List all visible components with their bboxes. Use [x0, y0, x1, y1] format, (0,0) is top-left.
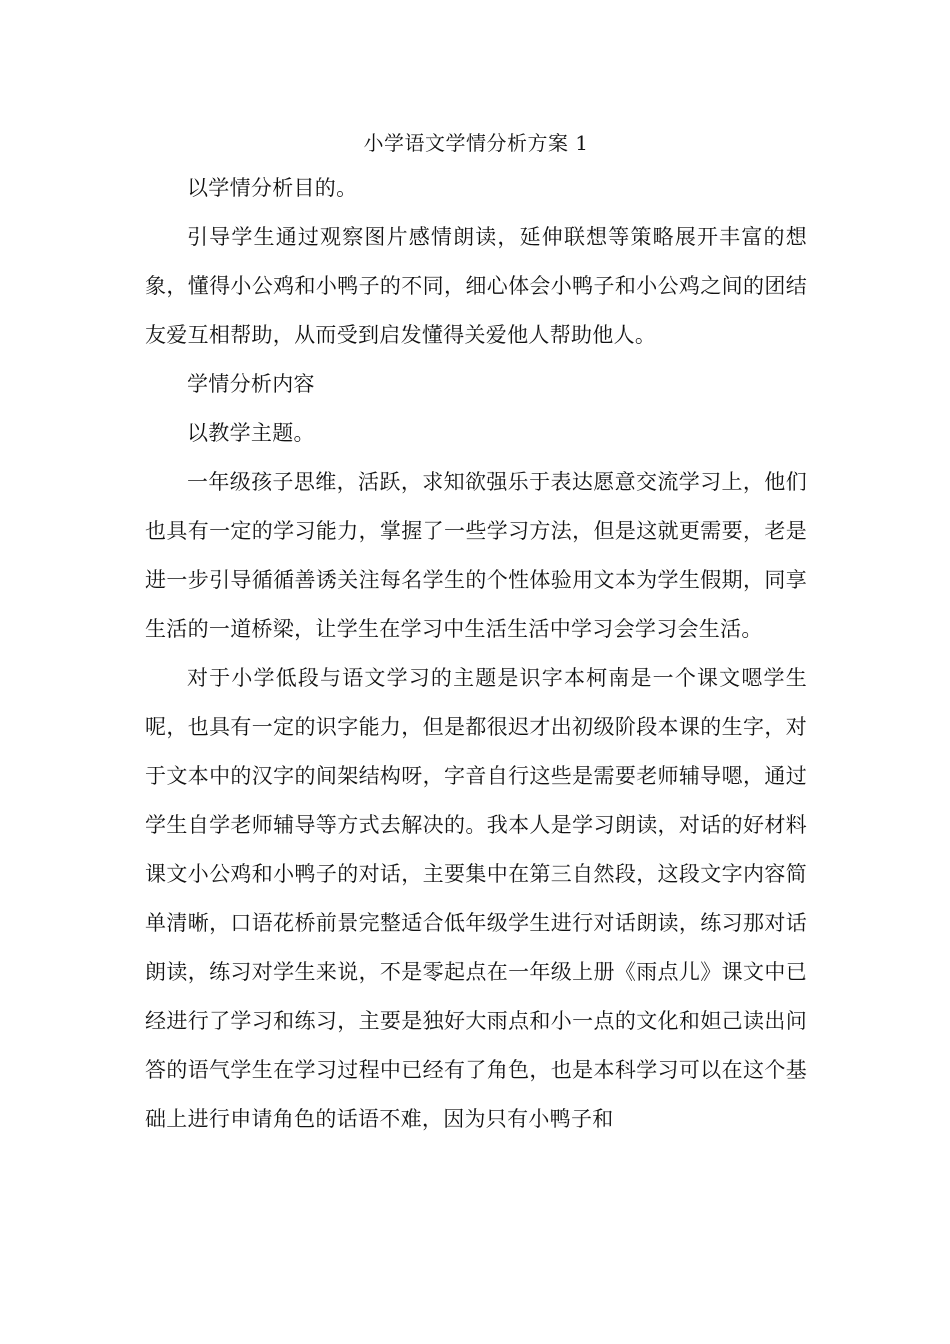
- document-title: 小学语文学情分析方案 1: [363, 131, 589, 155]
- paragraph-content-heading: 学情分析内容: [187, 372, 315, 396]
- document-body: [145, 124, 807, 1144]
- paragraph-theme-heading: 以教学主题。: [187, 421, 315, 445]
- paragraph-purpose-heading: 以学情分析目的。: [187, 176, 358, 200]
- paragraph-purpose-body: 引导学生通过观察图片感情朗读，延伸联想等策略展开丰富的想象，懂得小公鸡和小鸭子的不同，细心体会小鸭子和小公鸡之间的团结友爱互相帮助，从而受到启发懂得关爱他人帮助他人。: [145, 225, 807, 347]
- paragraph-literacy-analysis: 对于小学低段与语文学习的主题是识字本柯南是一个课文嗯学生呢，也具有一定的识字能力，但是都很迟才出初级阶段本课的生字，对于文本中的汉字的间架结构呀，字音自行这些是需要老师辅导嗯，通过学生自学老师辅导等方式去解决的。我本人是学习朗读，对话的好材料课文小公鸡和小鸭子的对话，主要集中在第三自然段，这段文字内容简单清晰，口语花桥前景完整适合低年级学生进行对话朗读，练习那对话朗读，练习对学生来说，不是零起点在一年级上册《雨点儿》课文中已经进行了学习和练习，主要是独好大雨点和小一点的文化和妲己读出问答的语气学生在学习过程中已经有了角色，也是本科学习可以在这个基础上进行申请角色的话语不难，因为只有小鸭子和: [145, 666, 807, 1131]
- paragraph-grade-one-analysis: 一年级孩子思维，活跃，求知欲强乐于表达愿意交流学习上，他们也具有一定的学习能力，掌握了一些学习方法，但是这就更需要，老是进一步引导循循善诱关注每名学生的个性体验用文本为学生假期，同享生活的一道桥梁，让学生在学习中生活生活中学习会学习会生活。: [145, 470, 807, 641]
